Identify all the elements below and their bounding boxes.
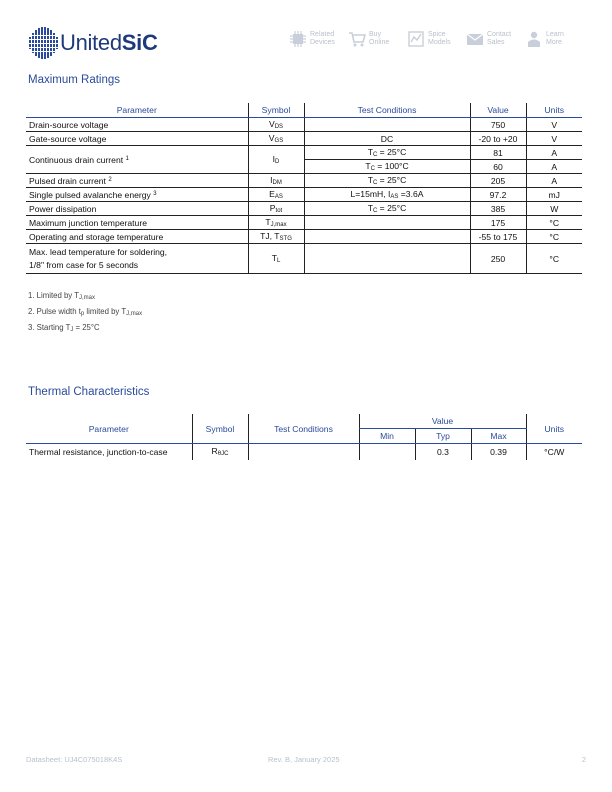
- unit-cell: °C: [526, 216, 582, 230]
- table-row: [26, 202, 582, 216]
- table-row: [26, 118, 582, 132]
- table-row: [26, 146, 582, 160]
- header-test-conditions: Test Conditions: [248, 414, 359, 444]
- condition-cell: [304, 118, 470, 132]
- header-max: Max: [471, 429, 526, 444]
- mail-icon: [466, 30, 484, 48]
- table-row: [26, 444, 582, 460]
- condition-cell: [304, 230, 470, 244]
- table-header-row: [26, 103, 582, 118]
- header-symbol: Symbol: [248, 103, 304, 118]
- symbol-cell: $V_{DS}$: [248, 118, 304, 132]
- unit-cell: W: [526, 202, 582, 216]
- table-header-row: [26, 414, 582, 429]
- condition-cell: L=15mH, $I_{AS} =3.6A$: [304, 188, 470, 202]
- condition-cell: DC: [304, 132, 470, 146]
- condition-cell: $T_C = 100^\circ C$: [304, 160, 470, 174]
- max-cell: 0.39: [471, 444, 526, 460]
- value-cell: 205: [470, 174, 526, 188]
- param-cell: Drain-source voltage: [29, 119, 109, 130]
- symbol-cell: $T_L$: [248, 244, 304, 274]
- symbol-cell: TJ, $T_{STG}$: [248, 230, 304, 244]
- header-symbol: Symbol: [192, 414, 248, 444]
- header-test-conditions: Test Conditions: [304, 103, 470, 118]
- param-cell: Pulsed drain current $^2$: [29, 175, 112, 186]
- header-min: Min: [359, 429, 415, 444]
- unit-cell: V: [526, 132, 582, 146]
- chip-icon: [289, 30, 307, 48]
- value-cell: -20 to +20: [470, 132, 526, 146]
- condition-cell: [304, 244, 470, 274]
- typ-cell: 0.3: [415, 444, 471, 460]
- param-cell: Thermal resistance, junction-to-case: [29, 446, 168, 457]
- cart-icon: [348, 30, 366, 48]
- table-row: [26, 174, 582, 188]
- unit-cell: A: [526, 146, 582, 160]
- footnotes: [28, 289, 142, 337]
- value-cell: 175: [470, 216, 526, 230]
- value-cell: 750: [470, 118, 526, 132]
- nav-spice-models[interactable]: Spice Models: [407, 30, 456, 48]
- symbol-cell: $I_{DM}$: [248, 174, 304, 188]
- thermal-title: Thermal Characteristics: [28, 386, 150, 398]
- footnote: 2. Pulse width $t_p$ limited by $T_{J,max}$: [28, 307, 143, 317]
- person-icon: [525, 30, 543, 48]
- value-cell: 97.2: [470, 188, 526, 202]
- symbol-cell: $P_{tot}$: [248, 202, 304, 216]
- page-number: 2: [581, 755, 586, 764]
- model-icon: [407, 30, 425, 48]
- header-typ: Typ: [415, 429, 471, 444]
- header-nav: [289, 30, 574, 48]
- param-cell: Max. lead temperature for soldering, 1/8" from case for 5 seconds: [29, 246, 168, 270]
- table-row: [26, 244, 582, 274]
- min-cell: [359, 444, 415, 460]
- table-row: [26, 216, 582, 230]
- param-cell: Gate-source voltage: [29, 133, 107, 144]
- symbol-cell: $R_{\theta JC}$: [192, 444, 248, 460]
- symbol-cell: $V_{GS}$: [248, 132, 304, 146]
- value-cell: 81: [470, 146, 526, 160]
- table-row: [26, 188, 582, 202]
- param-cell: Continuous drain current $^1$: [26, 146, 248, 174]
- footer-datasheet: Datasheet: UJ4C075018K4S: [26, 755, 123, 764]
- unitedsic-logo[interactable]: [28, 26, 158, 60]
- unit-cell: V: [526, 118, 582, 132]
- condition-cell: [248, 444, 359, 460]
- condition-cell: $T_C = 25^\circ C$: [304, 202, 470, 216]
- symbol-cell: $I_D$: [248, 146, 304, 174]
- nav-learn-more[interactable]: Learn More: [525, 30, 574, 48]
- nav-contact-sales[interactable]: Contact Sales: [466, 30, 515, 48]
- header-value: Value: [470, 103, 526, 118]
- symbol-cell: $T_{J,max}$: [248, 216, 304, 230]
- value-cell: 60: [470, 160, 526, 174]
- footnote: 3. Starting $T_J = 25^\circ C$: [28, 323, 100, 333]
- value-cell: 385: [470, 202, 526, 216]
- unit-cell: °C: [526, 244, 582, 274]
- symbol-cell: $E_{AS}$: [248, 188, 304, 202]
- value-cell: -55 to 175: [470, 230, 526, 244]
- param-cell: Maximum junction temperature: [29, 217, 147, 228]
- unit-cell: °C/W: [526, 444, 582, 460]
- max-ratings-table: [26, 103, 582, 274]
- footer-revision: Rev. B, January 2025: [268, 755, 340, 764]
- footnote: 1. Limited by $T_{J,max}$: [28, 291, 96, 301]
- value-cell: 250: [470, 244, 526, 274]
- unit-cell: A: [526, 160, 582, 174]
- condition-cell: [304, 216, 470, 230]
- header-parameter: Parameter: [26, 414, 192, 444]
- nav-buy-online[interactable]: Buy Online: [348, 30, 397, 48]
- param-cell: Single pulsed avalanche energy $^3$: [29, 189, 157, 200]
- unit-cell: mJ: [526, 188, 582, 202]
- table-row: [26, 230, 582, 244]
- table-row: [26, 132, 582, 146]
- header-units: Units: [526, 103, 582, 118]
- unit-cell: °C: [526, 230, 582, 244]
- nav-related-devices[interactable]: Related Devices: [289, 30, 338, 48]
- unit-cell: A: [526, 174, 582, 188]
- header-parameter: Parameter: [26, 103, 248, 118]
- condition-cell: $T_C = 25^\circ C$: [304, 146, 470, 160]
- logo-text: UnitedSiC: [60, 30, 158, 55]
- condition-cell: $T_C = 25^\circ C$: [304, 174, 470, 188]
- header-units: Units: [526, 414, 582, 444]
- logo-globe-icon: [28, 26, 58, 60]
- param-cell: Operating and storage temperature: [29, 231, 164, 242]
- param-cell: Power dissipation: [29, 203, 97, 214]
- thermal-table: [26, 414, 582, 460]
- header-value: Value: [359, 414, 526, 429]
- max-ratings-title: Maximum Ratings: [28, 74, 121, 86]
